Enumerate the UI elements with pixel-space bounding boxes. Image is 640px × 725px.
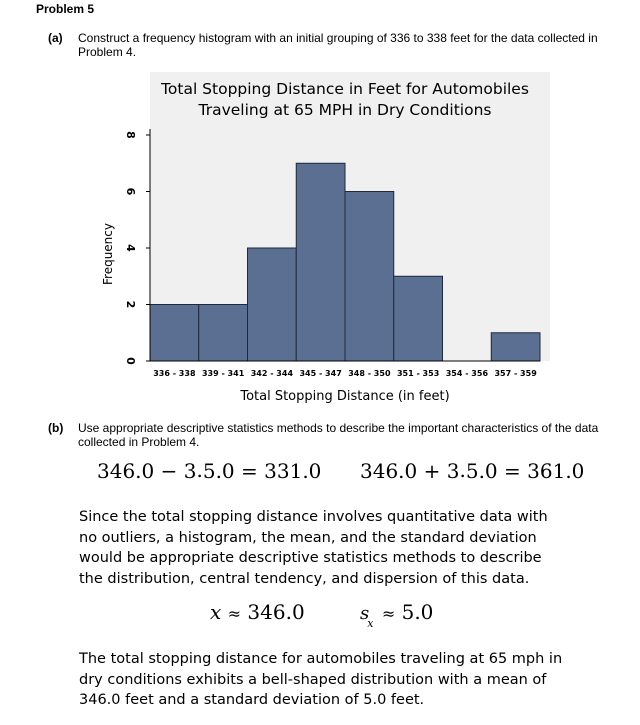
bar-351-353 xyxy=(394,276,443,361)
y-tick-label-6: 6 xyxy=(124,187,137,196)
part-b-text: Use appropriate descriptive statistics methods to describe the important characteristics of the data collected in Problem 4. xyxy=(78,421,599,449)
x-tick-label-339-341: 339 - 341 xyxy=(201,369,245,378)
y-axis-label: Frequency xyxy=(101,223,115,285)
x-tick-label-348-350: 348 - 350 xyxy=(348,369,391,378)
part-b-label: (b) xyxy=(48,421,64,435)
y-tick-label-4: 4 xyxy=(124,244,137,252)
sd-subscript: x xyxy=(367,617,374,630)
x-tick-label-357-359: 357 - 359 xyxy=(494,369,537,378)
x-tick-label-336-338: 336 - 338 xyxy=(153,369,196,378)
sd-statement xyxy=(360,600,434,630)
mean-statement xyxy=(210,600,305,624)
chart-title-line-1: Total Stopping Distance in Feet for Automobiles xyxy=(161,80,529,98)
y-axis xyxy=(124,129,150,365)
eq-left-result: 331.0 xyxy=(264,459,322,483)
eq-right-multiplier: 3 xyxy=(446,459,460,483)
x-tick-label-354-356: 354 - 356 xyxy=(445,369,489,378)
bar-339-341 xyxy=(199,305,248,362)
bar-345-347 xyxy=(296,163,345,361)
y-tick-label-2: 2 xyxy=(124,300,137,309)
eq-right-result: 361.0 xyxy=(527,459,585,483)
eq-left-multiplier: 3 xyxy=(183,459,197,483)
eq-left-operator: − xyxy=(160,459,178,483)
bar-357-359 xyxy=(491,333,540,361)
x-axis-label: Total Stopping Distance (in feet) xyxy=(240,389,450,404)
problem-title: Problem 5 xyxy=(36,2,95,16)
sd-value: 5.0 xyxy=(401,600,434,624)
upper-bound-equation: 346.0 + 3.5.0 = 361.0 xyxy=(360,458,585,483)
bar-336-338 xyxy=(150,305,199,362)
x-tick-label-342-344: 342 - 344 xyxy=(250,369,294,378)
mean-symbol: x xyxy=(210,600,222,624)
x-axis xyxy=(150,361,540,378)
x-tick-label-345-347: 345 - 347 xyxy=(299,369,342,378)
histogram-chart xyxy=(100,72,550,407)
mean-approx-sign: ≈ xyxy=(227,604,242,623)
sd-symbol: s xyxy=(360,603,370,624)
lower-bound-equation: 346.0 − 3.5.0 = 331.0 xyxy=(97,458,322,483)
eq-left-equals: = xyxy=(241,459,258,483)
bar-342-344 xyxy=(248,248,297,361)
explanation-text: Since the total stopping distance involves quantitative data with no outliers, a histogram, the mean, and the standard deviation would be appropriate descriptive statistics methods to describe the distribution, central tendency, and dispersion of this data. xyxy=(79,509,548,587)
eq-right-equals: = xyxy=(504,459,521,483)
part-a-text: Construct a frequency histogram with an initial grouping of 336 to 338 feet for the data collected in Problem 4. xyxy=(78,31,598,59)
y-tick-label-8: 8 xyxy=(124,131,137,139)
eq-left-mean: 346.0 xyxy=(97,459,155,483)
conclusion-text: The total stopping distance for automobiles traveling at 65 mph in dry conditions exhibits a bell-shaped distribution with a mean of 346.0 feet and a standard deviation of 5.0 feet. xyxy=(79,651,563,708)
eq-right-mean: 346.0 xyxy=(360,459,418,483)
part-a-label: (a) xyxy=(48,31,63,45)
eq-left-sd: 5.0 xyxy=(202,459,235,483)
y-tick-label-0: 0 xyxy=(124,357,137,365)
chart-title-line-2: Traveling at 65 MPH in Dry Conditions xyxy=(198,101,492,119)
eq-right-operator: + xyxy=(423,459,441,483)
mean-value: 346.0 xyxy=(247,600,305,624)
sd-approx-sign: ≈ xyxy=(381,604,396,623)
bar-348-350 xyxy=(345,192,394,362)
eq-right-sd: 5.0 xyxy=(465,459,498,483)
x-tick-label-351-353: 351 - 353 xyxy=(396,369,440,378)
